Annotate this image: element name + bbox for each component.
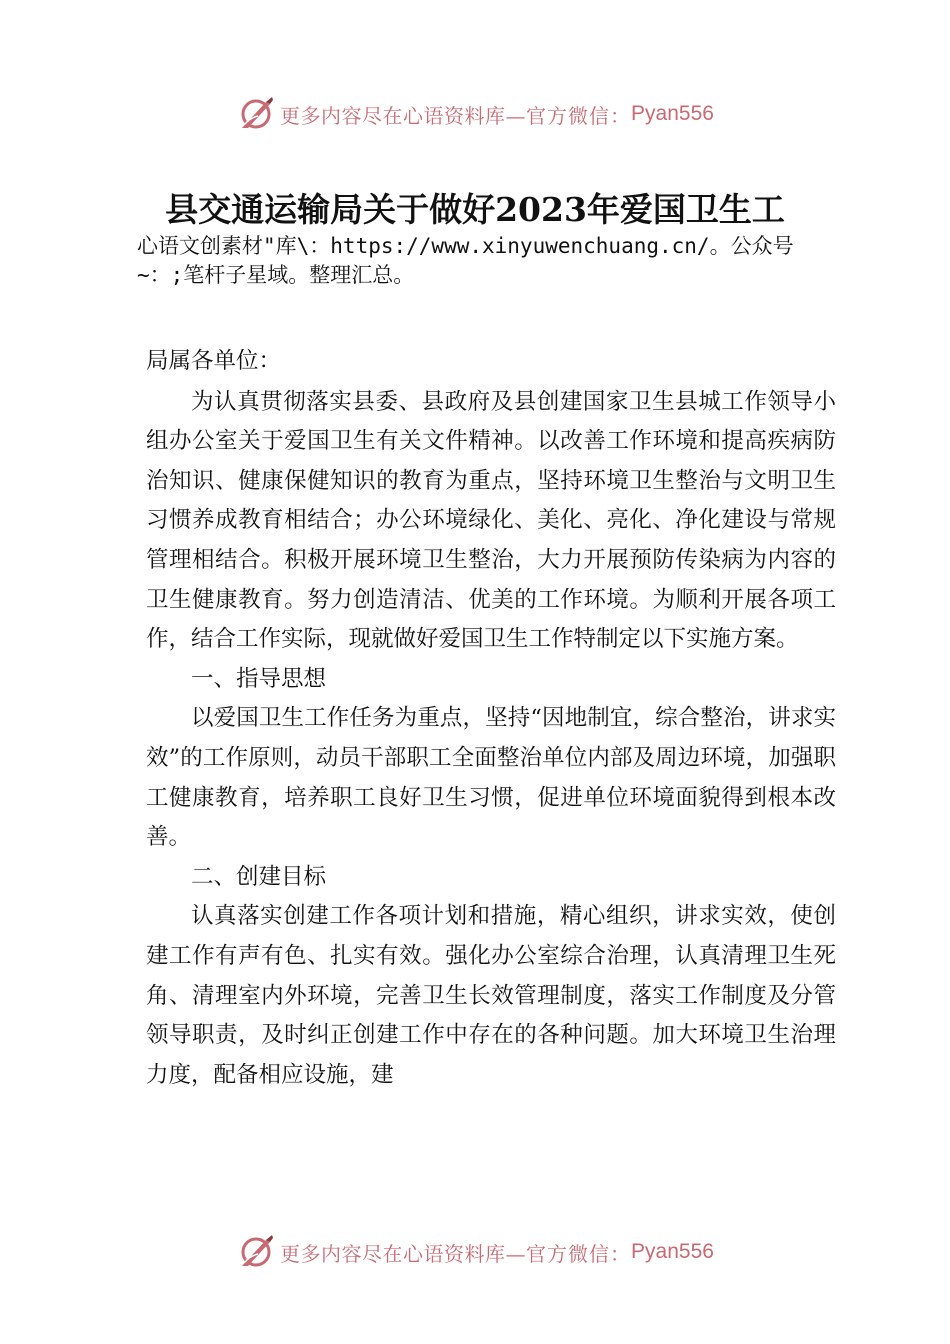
paragraph-goals: 认真落实创建工作各项计划和措施，精心组织，讲求实效，使创建工作有声有色、扎实有效。强化办公室综合治理，认真清理卫生死角、清理室内外环境，完善卫生长效管理制度，落实工作制度及分管领导职责，及时纠正创建工作中存在的各种问题。加大环境卫生治理力度，配备相应设施，建 xyxy=(146,903,836,1088)
document-title: 县交通运输局关于做好2023年爱国卫生工 xyxy=(165,190,785,229)
section-heading-guiding-ideology: 一、指导思想 xyxy=(191,665,327,692)
banner-wechat-label: 官方微信： xyxy=(526,103,632,128)
section-heading-goals: 二、创建目标 xyxy=(191,863,327,890)
footer-banner xyxy=(0,1230,950,1274)
banner-text: 更多内容尽在心语资料库— xyxy=(280,1241,527,1266)
banner-wechat-id: Pyan556 xyxy=(631,102,714,125)
banner-text: 更多内容尽在心语资料库— xyxy=(280,103,527,128)
paragraph-intro: 为认真贯彻落实县委、县政府及县创建国家卫生县城工作领导小组办公室关于爱国卫生有关文件精神。以改善工作环境和提高疾病防治知识、健康保健知识的教育为重点，坚持环境卫生整治与文明卫生习惯养成教育相结合；办公环境绿化、美化、亮化、净化建设与常规管理相结合。积极开展环境卫生整治，大力开展预防传染病为内容的卫生健康教育。努力创造清洁、优美的工作环境。为顺利开展各项工作，结合工作实际，现就做好爱国卫生工作特制定以下实施方案。 xyxy=(146,388,836,653)
brush-logo-icon xyxy=(236,1232,276,1272)
banner-wechat-id: Pyan556 xyxy=(631,1240,714,1263)
banner-wechat-label: 官方微信： xyxy=(526,1241,632,1266)
header-banner xyxy=(0,92,950,136)
document-body xyxy=(146,342,836,1095)
paragraph-guiding-ideology: 以爱国卫生工作任务为重点，坚持“因地制宜，综合整治，讲求实效”的工作原则，动员干部职工全面整治单位内部及周边环境，加强职工健康教育，培养职工良好卫生习惯，促进单位环境面貌得到根本改善。 xyxy=(146,705,836,851)
salutation: 局属各单位： xyxy=(146,348,282,374)
source-note: 心语文创素材"库\：https://www.xinyuwenchuang.cn/。公众号~：;笔杆子星域。整理汇总。 xyxy=(137,234,794,287)
brush-logo-icon xyxy=(236,94,276,134)
